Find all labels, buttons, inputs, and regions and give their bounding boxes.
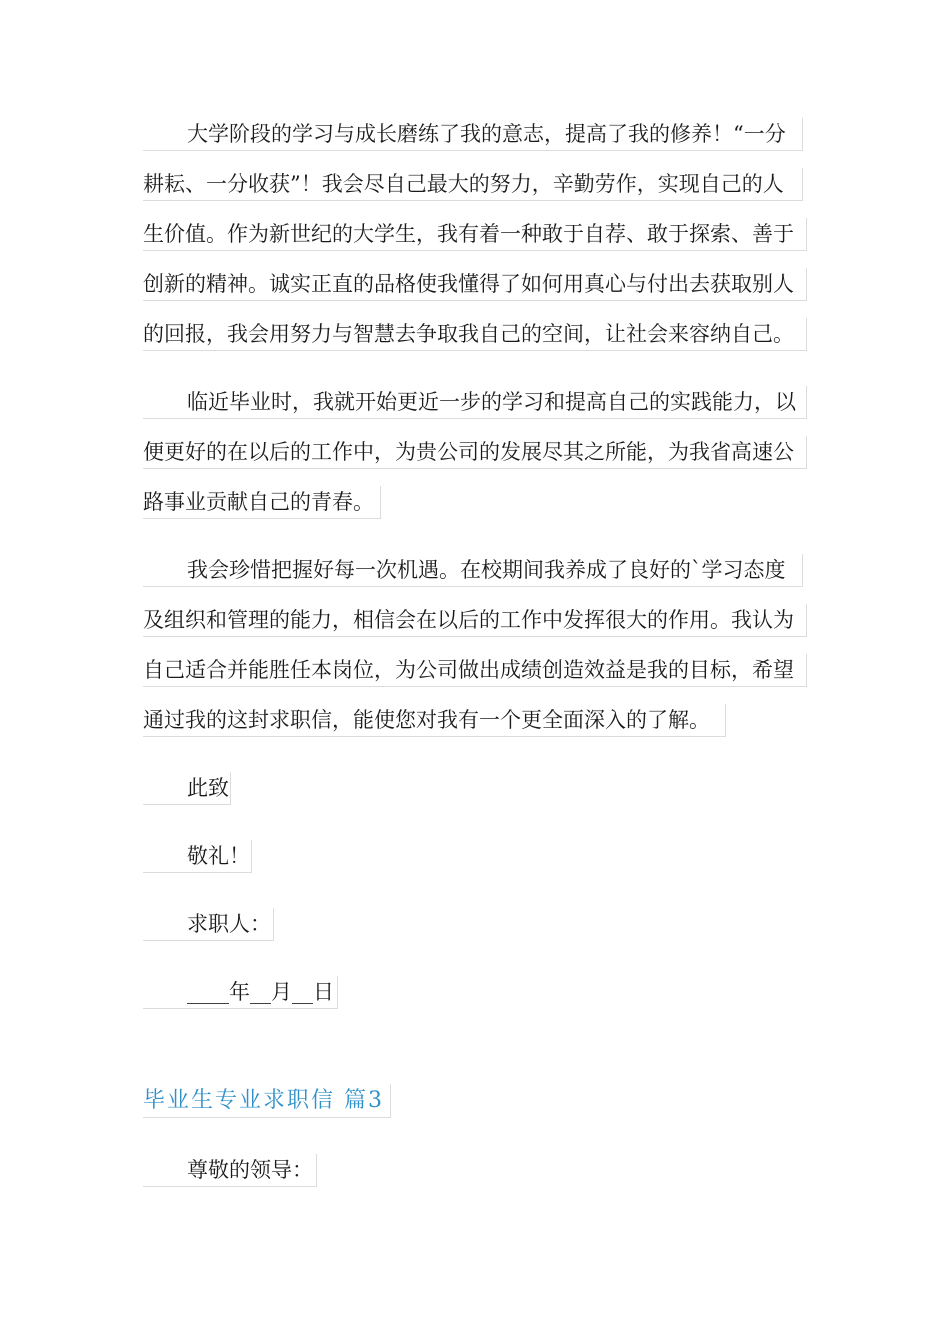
paragraph-3-line-1: 我会珍惜把握好每一次机遇。在校期间我养成了良好的`学习态度 [143, 554, 803, 587]
closing-applicant: 求职人： [143, 908, 274, 941]
paragraph-3-line-3: 自己适合并能胜任本岗位，为公司做出成绩创造效益是我的目标，希望 [143, 654, 807, 687]
paragraph-2-line-1: 临近毕业时，我就开始更近一步的学习和提高自己的实践能力，以 [143, 386, 807, 419]
paragraph-1-line-2: 耕耘、一分收获”！我会尽自己最大的努力，辛勤劳作，实现自己的人 [143, 168, 803, 201]
closing-date: ____年__月__日 [143, 976, 338, 1009]
paragraph-1-line-1: 大学阶段的学习与成长磨练了我的意志，提高了我的修养！“一分 [143, 118, 803, 151]
section-heading: 毕业生专业求职信 篇3 [143, 1084, 391, 1118]
paragraph-2-line-3: 路事业贡献自己的青春。 [143, 486, 381, 519]
closing-regards: 敬礼！ [143, 840, 252, 873]
paragraph-3-line-2: 及组织和管理的能力，相信会在以后的工作中发挥很大的作用。我认为 [143, 604, 807, 637]
paragraph-1-line-4: 创新的精神。诚实正直的品格使我懂得了如何用真心与付出去获取别人 [143, 268, 807, 301]
paragraph-3-line-4: 通过我的这封求职信，能使您对我有一个更全面深入的了解。 [143, 704, 726, 737]
paragraph-1-line-3: 生价值。作为新世纪的大学生，我有着一种敢于自荐、敢于探索、善于 [143, 218, 807, 251]
paragraph-2-line-2: 便更好的在以后的工作中，为贵公司的发展尽其之所能，为我省高速公 [143, 436, 807, 469]
letter-greeting: 尊敬的领导： [143, 1154, 317, 1187]
paragraph-1-line-5: 的回报，我会用努力与智慧去争取我自己的空间，让社会来容纳自己。 [143, 318, 807, 351]
closing-salutation: 此致 [143, 772, 231, 805]
